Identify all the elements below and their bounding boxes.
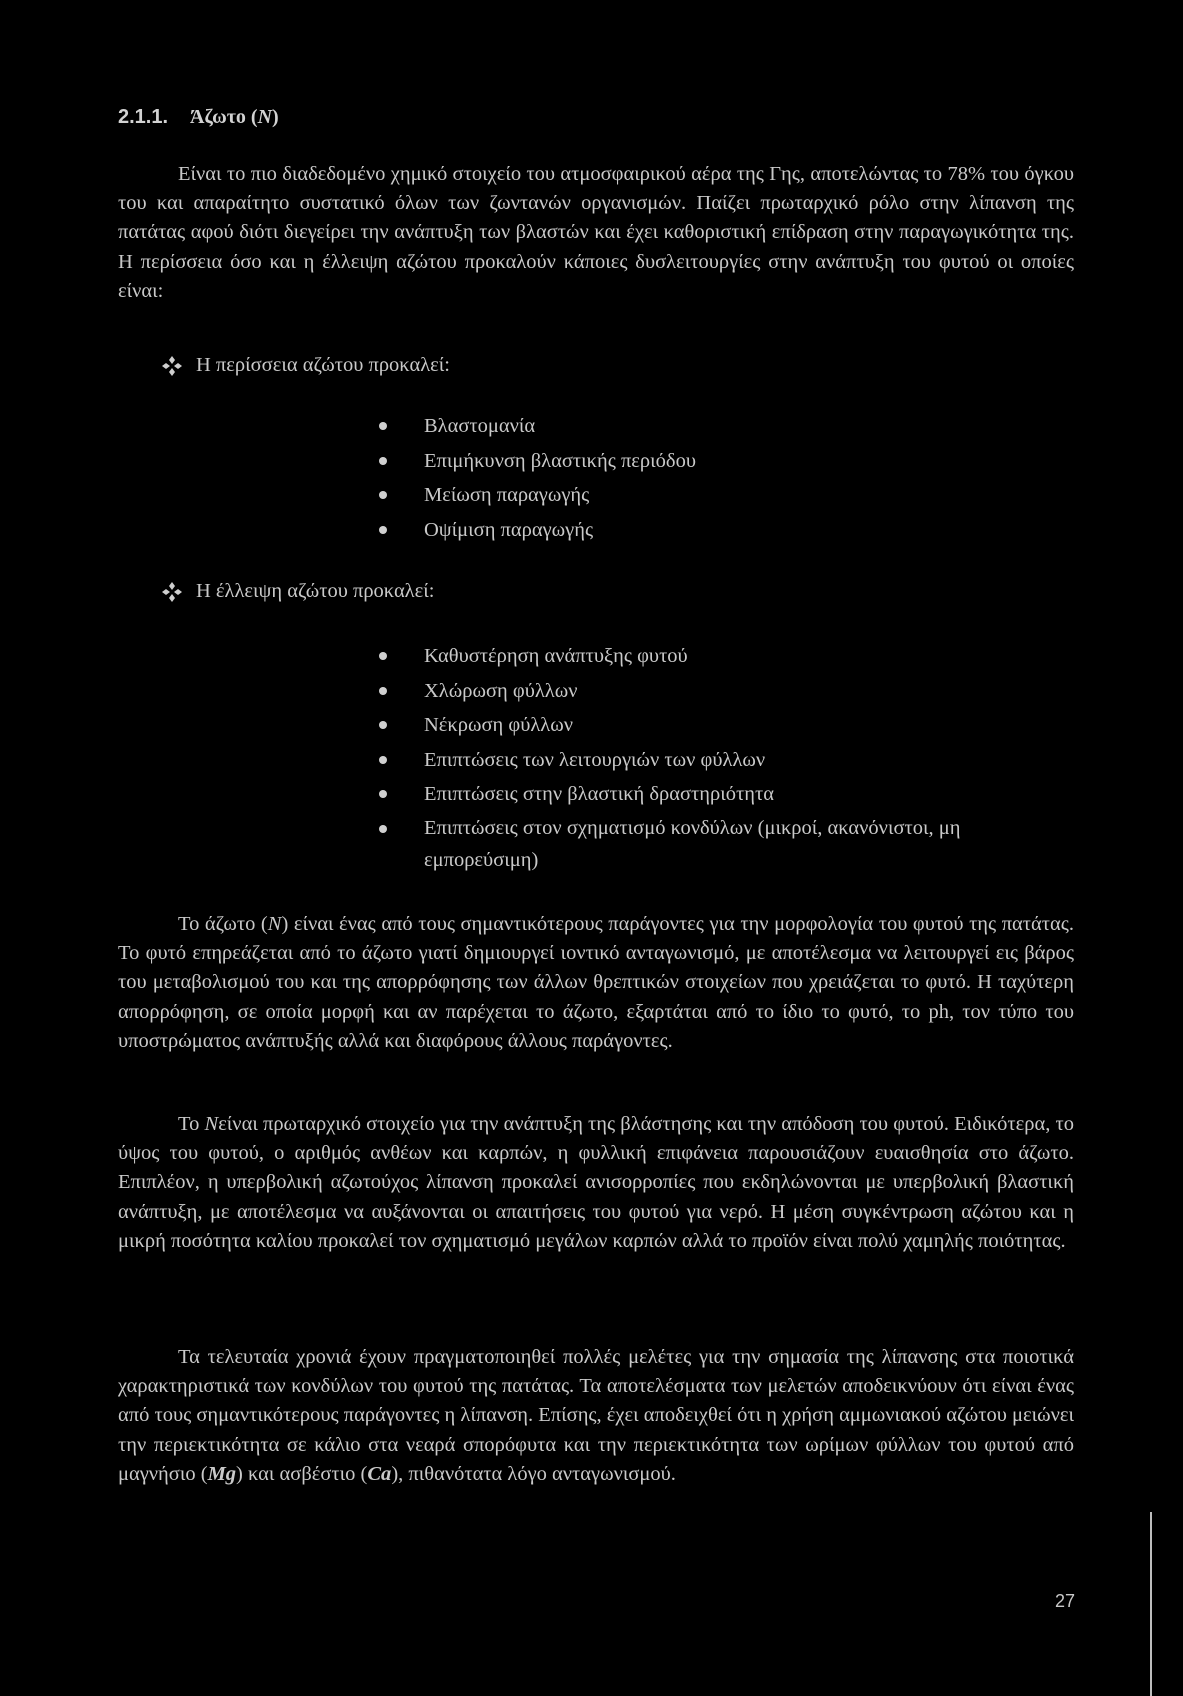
bullet-dot-icon	[379, 422, 387, 430]
bullet-dot-icon	[379, 491, 387, 499]
excess-heading-text: Η περίσσεια αζώτου προκαλεί:	[196, 354, 450, 376]
list-item: Οψίμιση παραγωγής	[379, 513, 696, 548]
list-item: Καθυστέρηση ανάπτυξης φυτού	[379, 639, 1074, 674]
list-item: Επιπτώσεις στην βλαστική δραστηριότητα	[379, 777, 1074, 812]
bullet-dot-icon	[379, 526, 387, 534]
diamond-bullet-icon	[160, 355, 184, 377]
deficiency-heading	[160, 580, 434, 603]
bullet-dot-icon	[379, 790, 387, 798]
list-item: Επιπτώσεις των λειτουργιών των φύλλων	[379, 743, 1074, 778]
paragraph-studies: Τα τελευταία χρονιά έχουν πραγματοποιηθεί πολλές μελέτες για την σημασία της λίπανσης στα ποιοτικά χαρακτηριστικά των κονδύλων του φυτού της πατάτας. Τα αποτελέσματα των μελετών αποδεικνύουν ότι είναι ένας από τους σημαντικότερους παράγοντες η λίπανση. Επίσης, έχει αποδειχθεί ότι η χρήση αμμωνιακού αζώτου μειώνει την περιεκτικότητα σε κάλιο στα νεαρά σπορόφυτα και την περιεκτικότητα των ωρίμων φύλλων του φυτού από μαγνήσιο (Mg) και ασβέστιο (Ca), πιθανότατα λόγο ανταγωνισμού.	[118, 1346, 1074, 1485]
list-item: Βλαστομανία	[379, 409, 696, 444]
diamond-bullet-icon	[160, 581, 184, 603]
page-number: 27	[1055, 1591, 1076, 1611]
list-item: Χλώρωση φύλλων	[379, 674, 1074, 709]
deficiency-heading-text: Η έλλειψη αζώτου προκαλεί:	[196, 580, 435, 602]
list-item: Μείωση παραγωγής	[379, 478, 696, 513]
bullet-dot-icon	[379, 457, 387, 465]
margin-divider	[1150, 1512, 1152, 1696]
bullet-dot-icon	[379, 825, 387, 833]
section-heading	[118, 106, 279, 129]
bullet-dot-icon	[379, 652, 387, 660]
paragraph-vegetation: Το Nείναι πρωταρχικό στοιχείο για την ανάπτυξη της βλάστησης και την απόδοση του φυτού. Ειδικότερα, το ύψος του φυτού, ο αριθμός ανθέων και καρπών, η φυλλική επιφάνεια παρουσιάζουν ευαισθησία στο άζωτο. Επιπλέον, η υπερβολική αζωτούχος λίπανση προκαλεί ανισορροπίες που εκδηλώνονται με υπερβολική βλαστική ανάπτυξη, με αποτέλεσμα να αυξάνονται οι απαιτήσεις του φυτού για νερό. Η μέση συγκέντρωση αζώτου και η μικρή ποσότητα καλίου προκαλεί τον σχηματισμό μεγάλων καρπών αλλά το προϊόν είναι πολύ χαμηλής ποιότητας.	[118, 1113, 1074, 1252]
deficiency-list	[379, 639, 1074, 876]
bullet-dot-icon	[379, 756, 387, 764]
excess-heading	[160, 354, 450, 377]
paragraph-morphology: Το άζωτο (N) είναι ένας από τους σημαντικότερους παράγοντες για την μορφολογία του φυτού της πατάτας. Το φυτό επηρεάζεται από το άζωτο γιατί δημιουργεί ιοντικό ανταγωνισμό, με αποτέλεσμα να λειτουργεί εις βάρος του μεταβολισμού του και της απορρόφησης των άλλων θρεπτικών στοιχείων που χρειάζεται το φυτό. Η ταχύτερη απορρόφηση, σε οποία μορφή και αν παρέχεται το άζωτο, εξαρτάται από το ίδιο το φυτό, το ph, τον τύπο του υποστρώματος ανάπτυξής αλλά και διαφόρους άλλους παράγοντες.	[118, 913, 1074, 1052]
section-number: 2.1.1.	[118, 106, 169, 128]
bullet-dot-icon	[379, 721, 387, 729]
excess-list	[379, 409, 696, 547]
bullet-dot-icon	[379, 687, 387, 695]
intro-paragraph: Είναι το πιο διαδεδομένο χημικό στοιχείο του ατμοσφαιρικού αέρα της Γης, αποτελώντας το 78% του όγκου του και απαραίτητο συστατικό όλων των ζωντανών οργανισμών. Παίζει πρωταρχικό ρόλο στην λίπανση της πατάτας αφού διότι διεγείρει την ανάπτυξη των βλαστών και έχει καθοριστική επίδραση στην παραγωγικότητα της. Η περίσσεια όσο και η έλλειψη αζώτου προκαλούν κάποιες δυσλειτουργίες στην ανάπτυξη του φυτού οι οποίες είναι:	[118, 163, 1074, 302]
list-item: Επιμήκυνση βλαστικής περιόδου	[379, 444, 696, 479]
list-item: Επιπτώσεις στον σχηματισμό κονδύλων (μικροί, ακανόνιστοι, μη εμπορεύσιμη)	[379, 812, 1074, 876]
list-item: Νέκρωση φύλλων	[379, 708, 1074, 743]
section-title: Άζωτο (N)	[190, 106, 279, 128]
